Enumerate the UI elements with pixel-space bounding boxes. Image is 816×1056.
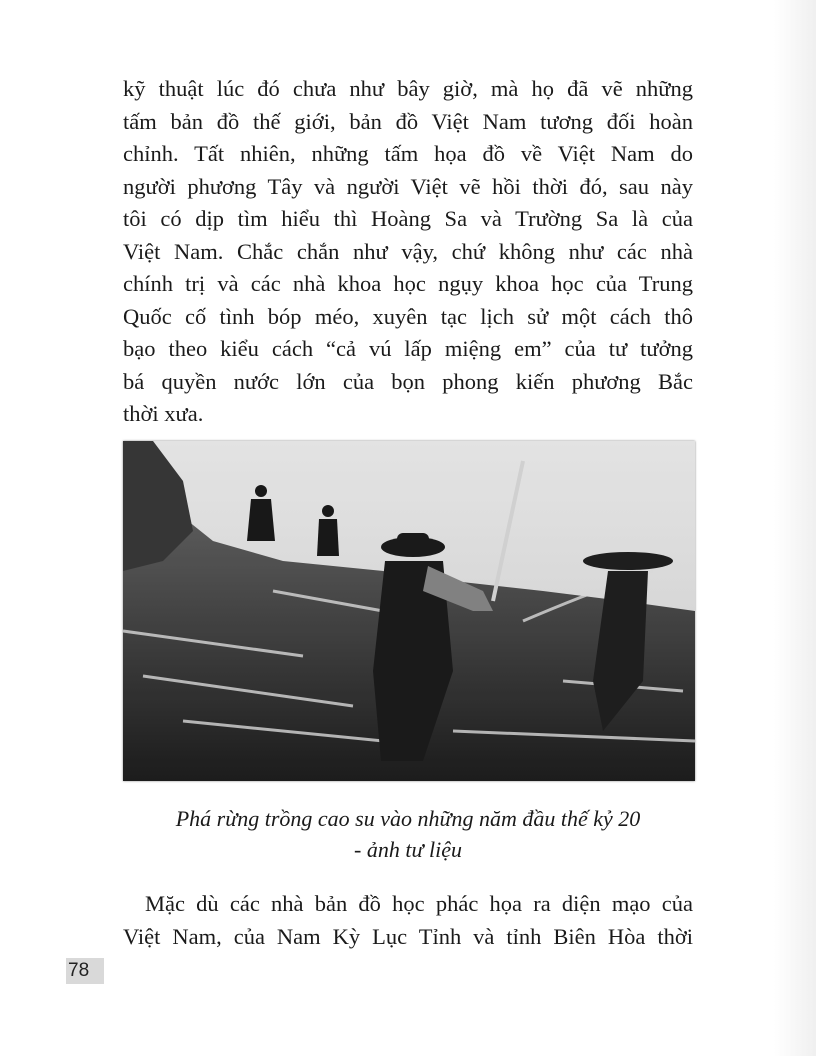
paragraph-1 xyxy=(123,73,693,431)
paragraph-line: chỉnh. Tất nhiên, những tấm họa đồ về Việt Nam do xyxy=(123,141,693,166)
paragraph-line: Việt Nam, của Nam Kỳ Lục Tỉnh và tỉnh Biên Hòa thời xyxy=(123,923,693,949)
historical-photo xyxy=(123,441,695,781)
page-edge-shadow xyxy=(774,0,816,1056)
paragraph-line: Quốc cố tình bóp méo, xuyên tạc lịch sử một cách thô xyxy=(123,303,693,329)
paragraph-line: thời xưa. xyxy=(123,401,204,426)
page-number: 78 xyxy=(66,958,104,984)
paragraph-line: người phương Tây và người Việt vẽ hồi thời đó, sau này xyxy=(123,173,693,199)
photo-grain xyxy=(123,441,695,781)
paragraph-2 xyxy=(123,888,693,953)
paragraph-line: kỹ thuật lúc đó chưa như bây giờ, mà họ đã vẽ những xyxy=(123,76,693,101)
paragraph-line: bá quyền nước lớn của bọn phong kiến phương Bắc xyxy=(123,368,693,394)
photo-caption xyxy=(100,803,716,865)
photo-illustration xyxy=(123,441,695,781)
paragraph-line: bạo theo kiểu cách “cả vú lấp miệng em” của tư tưởng xyxy=(123,336,693,361)
paragraph-line: Việt Nam. Chắc chắn như vậy, chứ không như các nhà xyxy=(123,238,693,264)
paragraph-line: chính trị và các nhà khoa học ngụy khoa học của Trung xyxy=(123,271,693,296)
paragraph-line: tấm bản đồ thế giới, bản đồ Việt Nam tương đối hoàn xyxy=(123,108,693,134)
caption-line: Phá rừng trồng cao su vào những năm đầu thế kỷ 20 xyxy=(175,806,641,831)
caption-line: - ảnh tư liệu xyxy=(354,837,462,862)
paragraph-line: tôi có dịp tìm hiểu thì Hoàng Sa và Trường Sa là của xyxy=(123,206,693,231)
paragraph-line: Mặc dù các nhà bản đồ học phác họa ra diện mạo của xyxy=(145,891,693,916)
